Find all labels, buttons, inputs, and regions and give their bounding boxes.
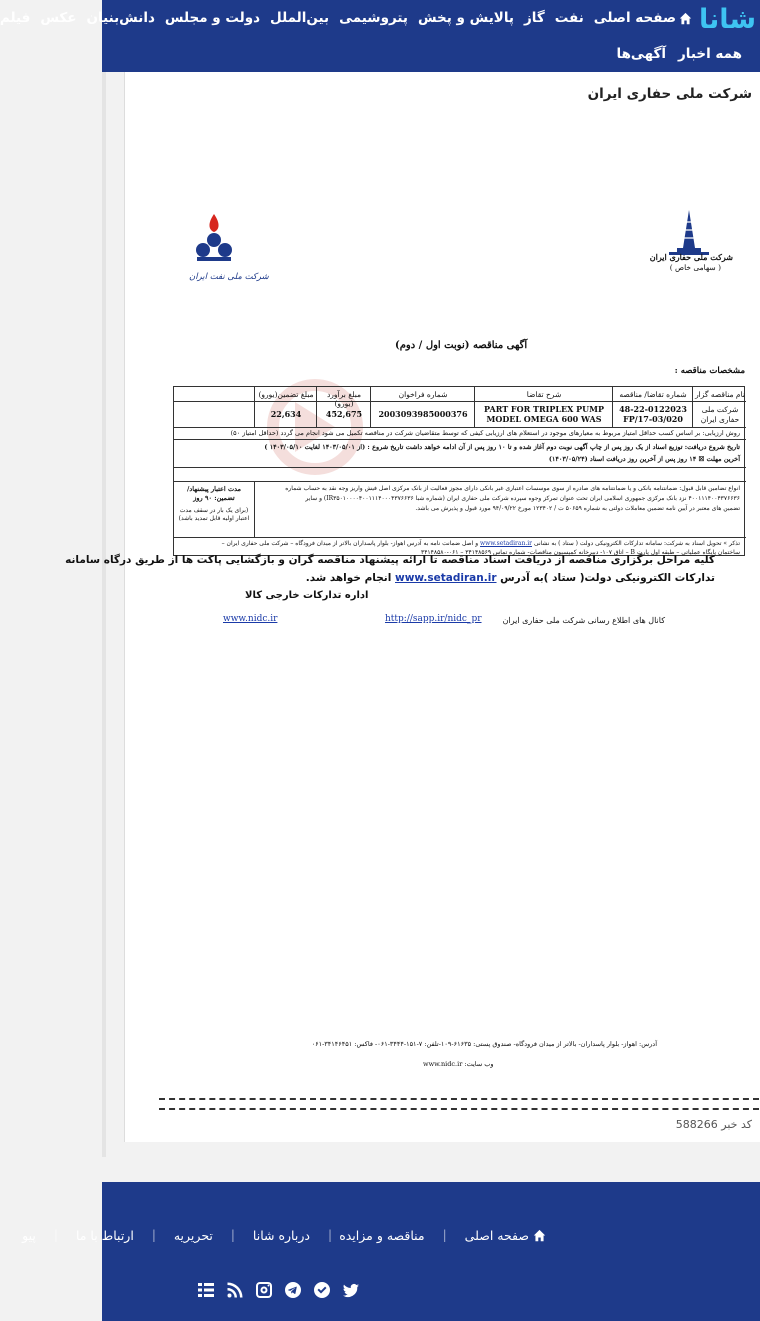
footer-home-icon (533, 1229, 546, 1242)
nav-oil[interactable]: نفت (554, 10, 584, 26)
setadiran-link[interactable]: www.setadiran.ir (395, 572, 497, 584)
nav-petrochemical[interactable]: پتروشیمی (339, 10, 408, 26)
td-request-no-2: FP/17-03/020 (623, 414, 683, 424)
nav-film[interactable]: فیلم (0, 10, 31, 26)
footer-nav (339, 1228, 546, 1243)
th-estimate: مبلغ برآورد (یورو) (326, 390, 362, 408)
nav-government[interactable]: دولت و مجلس (164, 10, 261, 26)
delivery-note-3: ساختمان پایگاه عملیاتی – طبقه اول پارت B – اتاق ۱۰۷- دبیرخانه کمیسیون مناقصات- شماره تماس ۳۴۱۴۸۵۶۹ – ۰۶۱-۳۴۱۴۸۵۸۰ (420, 549, 740, 556)
telegram-icon[interactable] (283, 1280, 303, 1300)
footer-nav-editorial[interactable]: تحریریه (173, 1228, 213, 1243)
nioc-logo-text: شرکت ملی نفت ایران (189, 272, 269, 282)
validity-note: (برای یک بار در سقف مدت اعتبار اولیه قابل تمدید باشد) (178, 507, 250, 522)
site-footer (22, 1182, 760, 1321)
footer-nav-about[interactable]: درباره شانا (252, 1228, 310, 1243)
footer-nav-2 (22, 1228, 332, 1243)
bale-icon[interactable] (312, 1280, 332, 1300)
nidc-company-sub: ( سهامی خاص ) (669, 263, 721, 272)
sapp-link[interactable]: http://sapp.ir/nidc_pr (385, 614, 482, 624)
address: آدرس: اهواز- بلوار پاسداران- بالاتر از میدان فرودگاه- صندوق پستی: ۶۱۶۳۵-۱۰۹-تلفن: ۷-۱۵۱-۳۴۴۴-۰۶۱- فاکس: ۳۴۱۴۶۴۵۱-۰۶۱ (311, 1040, 657, 1048)
footer-nav-home[interactable] (465, 1228, 546, 1243)
td-desc-2: MODEL OMEGA 600 WAS (486, 414, 602, 424)
specs-label: مشخصات مناقصه : (674, 366, 745, 376)
footer-nav-tenders[interactable]: مناقصه و مزایده (339, 1228, 425, 1243)
delivery-note-text: تذکر » تحویل اسناد به شرکت: سامانه تدارکات الکترونیکی دولت ( ستاد ) به نشانی (533, 540, 740, 547)
td-request-no-1: 48-22-0122023 (619, 404, 687, 414)
footer-nav-contact[interactable]: ارتباط با ما (75, 1228, 134, 1243)
td-organizer: شرکت ملی حفاری ایران (700, 405, 740, 424)
nav-international[interactable]: بین‌الملل (270, 10, 330, 26)
list-icon[interactable] (196, 1280, 216, 1300)
deadline: آخرین مهلت ☒ ۱۴ روز پس از آخرین روز دریافت اسناد (۱۴۰۳/۰۵/۲۴) (548, 455, 740, 463)
nidc-company-name: شرکت ملی حفاری ایران (649, 252, 733, 262)
guarantee-types-3: تضمین های معتبر در آیین نامه تضمین معاملات دولتی به شماره ۵۰۶۵۹ ت / ۱۲۳۴۰۲ مورخ ۹۴/۰۹/۲۲ مورد قبول و پذیرش می باشد. (415, 505, 740, 512)
ad-heading: آگهی مناقصه (نوبت اول / دوم) (395, 340, 528, 351)
shana-logo[interactable]: شانا (699, 3, 756, 35)
main-paragraph-2b: انجام خواهد شد. (305, 572, 392, 584)
nav-home[interactable] (594, 8, 692, 28)
validity-title: مدت اعتبار پیشنهاد/ تضمین: ۹۰ روز (186, 485, 242, 502)
footer-separator: | (151, 1228, 156, 1242)
tender-table (173, 386, 745, 556)
website: وب سایت: www.nidc.ir (423, 1060, 494, 1068)
secondary-nav (617, 44, 743, 64)
td-desc-1: PART FOR TRIPLEX PUMP (484, 404, 604, 414)
td-call-no: 2003093985000376 (378, 409, 468, 419)
address-box (159, 1098, 759, 1110)
main-nav (0, 8, 692, 28)
th-call-no: شماره فراخوان (398, 390, 448, 399)
nav-ads[interactable]: آگهی‌ها (616, 46, 666, 62)
nav-photo[interactable]: عکس (40, 10, 77, 26)
site-header (0, 0, 760, 72)
footer-nav-more[interactable]: پیو (22, 1228, 36, 1243)
page-title: شرکت ملی حفاری ایران (587, 86, 752, 102)
delivery-note-1 (222, 540, 740, 547)
td-guarantee: 22,634 (270, 409, 302, 419)
th-guarantee: مبلغ تضمین(یورو) (258, 390, 314, 399)
nav-refining[interactable]: پالایش و پخش (417, 10, 514, 26)
channels-label: کانال های اطلاع رسانی شرکت ملی حفاری ایران (502, 616, 665, 625)
nav-all-news[interactable]: همه اخبار (677, 46, 742, 62)
main-paragraph-1: کلیه مراحل برگزاری مناقصه از دریافت اسناد مناقصه تا ارائه پیشنهاد مناقصه گران و بازگشایی پاکت ها از طریق درگاه سامانه (65, 554, 715, 566)
footer-separator: | (230, 1228, 235, 1242)
department-name: اداره تدارکات خارجی کالا (245, 590, 369, 601)
footer-separator: | (53, 1228, 58, 1242)
th-organizer: نام مناقصه گزار (695, 390, 745, 399)
delivery-note-link[interactable]: www.setadiran.ir (480, 540, 533, 547)
nidc-logo (647, 208, 737, 278)
nav-knowledge[interactable]: دانش‌بنیان (86, 10, 155, 26)
receive-dates: تاریخ شروع دریافت: توزیع اسناد از یک روز پس از چاپ آگهی نوبت دوم آغاز شده و تا ۱۰ روز پس از آن ادامه خواهد داشت تاریخ شروع : (از ۱۴۰۳/۰۵/۰۱ لغایت ۱۴۰۳/۰۵/۱۰ ) (264, 443, 740, 451)
page-gutter (102, 72, 106, 1157)
footer-nav-home-label: صفحه اصلی (464, 1228, 529, 1243)
th-request-no: شماره تقاضا/ مناقصه (619, 390, 687, 399)
article-card (65, 72, 760, 1142)
nioc-logo (179, 210, 249, 280)
guarantee-types-2: ۴۰۰۱۱۱۴۰۰۴۳۷۶۶۳۶ نزد بانک مرکزی جمهوری اسلامی ایران تحت عنوان تمرکز وجوه سپرده شرکت ملی حفاری ایران (شماره شبا IR۳۵۰۱۰۰۰۰۴۰۰۱۱۱۴۰۰۰۴۳۷۶۶۳۶) و سایر (305, 495, 740, 502)
social-links (196, 1280, 361, 1300)
td-estimate: 452,675 (325, 409, 363, 419)
tender-ad-image (65, 202, 745, 1068)
instagram-icon[interactable] (254, 1280, 274, 1300)
footer-separator: | (327, 1228, 332, 1242)
nav-gas[interactable]: گاز (523, 10, 545, 26)
news-code: کد خبر 588266 (675, 1118, 752, 1131)
rss-icon[interactable] (225, 1280, 245, 1300)
nidc-site-link[interactable]: www.nidc.ir (223, 614, 278, 624)
twitter-icon[interactable] (341, 1280, 361, 1300)
main-paragraph-2a: تدارکات الکترونیکی دولت( ستاد )به آدرس (500, 572, 715, 584)
main-paragraph-2 (306, 572, 715, 584)
footer-separator: | (442, 1228, 447, 1242)
th-description: شرح تقاضا (526, 390, 562, 399)
home-icon (679, 12, 692, 25)
evaluation-method: روش ارزیابی: بر اساس کسب حداقل امتیاز مربوط به معیارهای موجود در استعلام های ارزیابی کیفی که توسط متقاضیان شرکت در مناقصه تکمیل می شود انجام می گردد (حداقل امتیاز ۵۰) (230, 429, 740, 437)
delivery-note-text-2: و اصل ضمانت نامه به آدرس اهواز- بلوار پاسداران بالاتر از میدان فرودگاه – شرکت ملی حفاری ایران – (221, 540, 479, 547)
guarantee-types-1: انواع تضامین قابل قبول: ضمانتنامه بانکی و یا ضمانتنامه های صادره از سوی موسسات اعتباری غیر بانکی دارای مجوز فعالیت از بانک مرکزی اصل فیش واریز وجه نقد به حساب شماره (285, 485, 740, 492)
nav-home-label: صفحه اصلی (593, 10, 676, 26)
